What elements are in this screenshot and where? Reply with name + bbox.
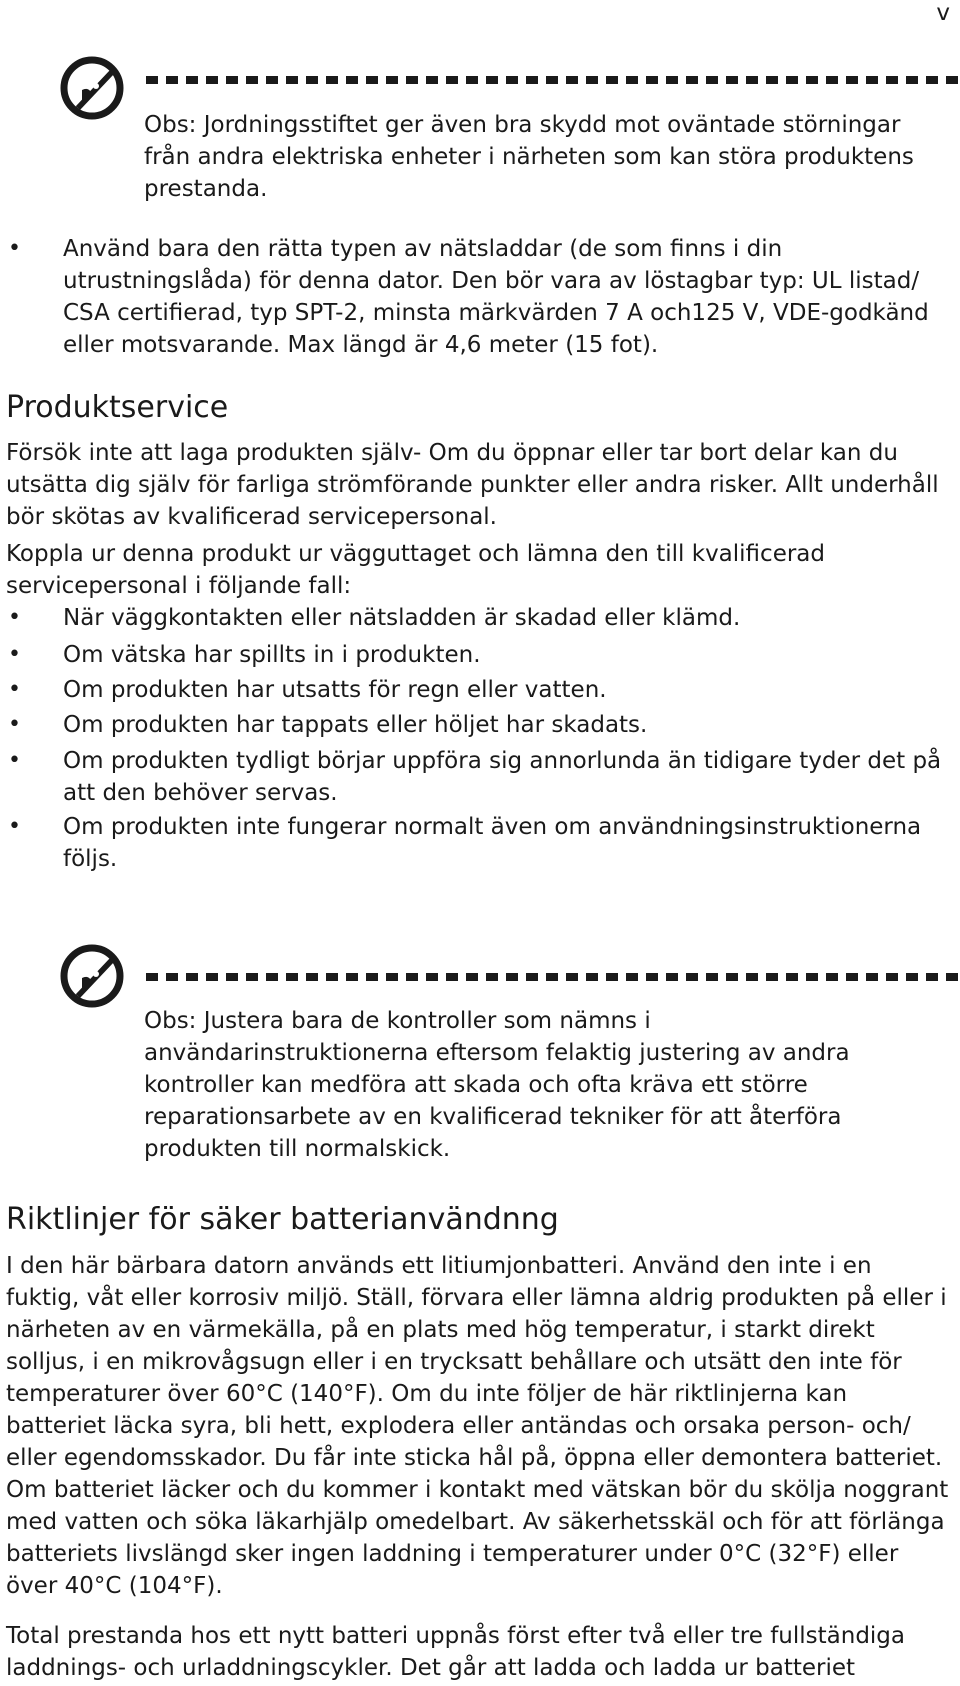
bullet-marker: • — [8, 677, 21, 702]
note-body: Jordningsstiftet ger även bra skydd mot oväntade störningar från andra elektriska enheter i närheten som kan störa produktens prestanda. — [144, 112, 914, 202]
bullet-marker: • — [8, 814, 21, 839]
list-item: Om produkten har utsatts för regn eller vatten. — [63, 677, 607, 703]
note-pen-icon — [60, 944, 124, 1008]
note-pen-icon — [60, 56, 124, 120]
bullet-power-cord: Använd bara den rätta typen av nätsladdar (de som finns i din utrustningslåda) för denna dator. Den bör vara av löstagbar typ: UL listad/ CSA certifierad, typ SPT-2, minsta märkvärden 7 A och125 V, VDE-godkänd eller motsvarande. Max längd är 4,6 meter (15 fot). — [63, 236, 929, 358]
paragraph: I den här bärbara datorn används ett litiumjonbatteri. Använd den inte i en fuktig, våt eller korrosiv miljö. Ställ, förvara eller lämna aldrig produkten på eller i närheten av en värmekälla, på en plats med hög temperatur, i starkt direkt solljus, i en mikrovågsugn eller i en trycksatt behållare och utsätt den inte för temperaturer över 60°C (140°F). Om du inte följer de här riktlinjerna kan batteriet läcka syra, bli hett, explodera eller antändas och orsaka person- och/ eller egendomsskador. Du får inte sticka hål på, öppna eller demontera batteriet. Om batteriet läcker och du kommer i kontakt med vätskan bör du skölja noggrant med vatten och söka läkarhjälp omedelbart. Av säkerhetsskäl och för att förlänga batteriets livslängd sker ingen laddning i temperaturer under 0°C (32°F) eller över 40°C (104°F). — [6, 1253, 949, 1599]
paragraph: Koppla ur denna produkt ur vägguttaget och lämna den till kvalificerad servicepersonal i följande fall: — [6, 541, 825, 599]
bullet-marker: • — [8, 605, 21, 630]
note-label: Obs: — [144, 112, 197, 138]
page-number: v — [936, 0, 950, 26]
bullet-marker: • — [8, 748, 21, 773]
paragraph: Total prestanda hos ett nytt batteri uppnås först efter två eller tre fullständiga laddnings- och urladdningscykler. Det går att ladda och ladda ur batteriet — [6, 1623, 905, 1681]
list-item: Om vätska har spillts in i produkten. — [63, 642, 481, 668]
list-item: Om produkten inte fungerar normalt även om användningsinstruktionerna följs. — [63, 814, 922, 872]
note-divider — [146, 973, 958, 981]
note-body: Justera bara de kontroller som nämns i användarinstruktionerna eftersom felaktig justering av andra kontroller kan medföra att skada och ofta kräva ett större reparationsarbete av en kvalificerad tekniker för att återföra produkten till normalskick. — [144, 1008, 850, 1162]
note-label: Obs: — [144, 1008, 197, 1034]
section-heading-product-service: Produktservice — [6, 390, 229, 425]
note-divider — [146, 76, 958, 84]
list-item: Om produkten har tappats eller höljet har skadats. — [63, 712, 648, 738]
note-text — [144, 109, 934, 205]
note-text — [144, 1005, 934, 1165]
bullet-marker: • — [8, 712, 21, 737]
list-item: När väggkontakten eller nätsladden är skadad eller klämd. — [63, 605, 741, 631]
bullet-marker: • — [8, 236, 21, 261]
list-item: Om produkten tydligt börjar uppföra sig annorlunda än tidigare tyder det på att den behöver servas. — [63, 748, 942, 806]
section-heading-battery-guidelines: Riktlinjer för säker batterianvändnng — [6, 1202, 559, 1237]
bullet-marker: • — [8, 642, 21, 667]
paragraph: Försök inte att laga produkten själv- Om du öppnar eller tar bort delar kan du utsätta dig själv för farliga strömförande punkter eller andra risker. Allt underhåll bör skötas av kvalificerad servicepersonal. — [6, 440, 939, 530]
